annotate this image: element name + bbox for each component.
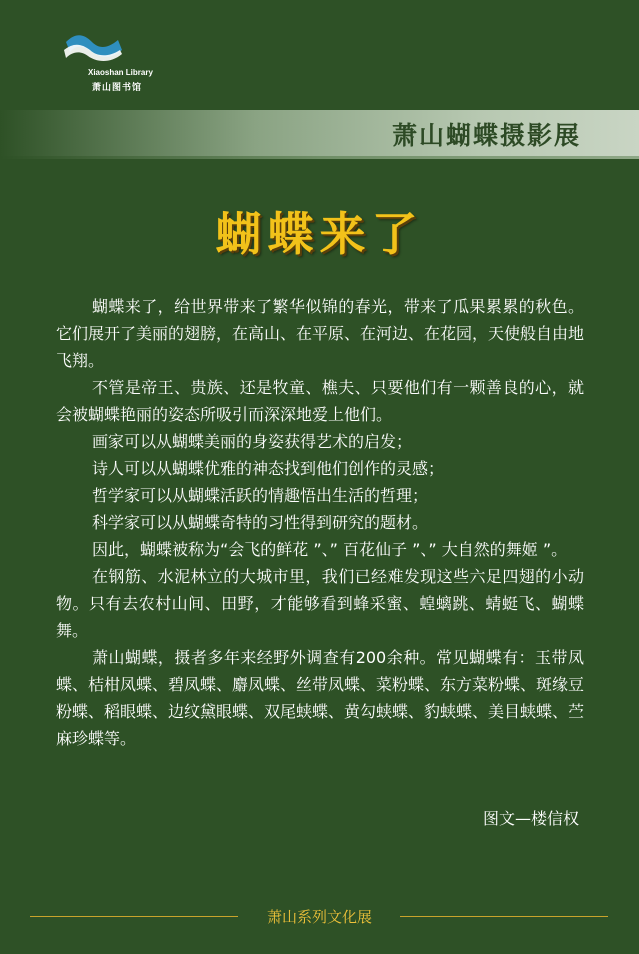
page-title: 蝴蝶来了 [215, 207, 424, 261]
paragraph: 萧山蝴蝶，摄者多年来经野外调查有200余种。常见蝴蝶有：玉带凤蝶、桔柑凤蝶、碧凤蝶、麝凤蝶、丝带凤蝶、菜粉蝶、东方菜粉蝶、斑缘豆粉蝶、稻眼蝶、边纹黛眼蝶、双尾蛱蝶、黄勾蛱蝶、豹蛱蝶、美目蛱蝶、苎麻珍蝶等。 [56, 648, 585, 748]
paragraph: 因此，蝴蝶被称为“会飞的鲜花 ”、” 百花仙子 ”、” 大自然的舞姬 ”。 [92, 540, 568, 559]
article-body [56, 293, 584, 752]
paragraph: 蝴蝶来了，给世界带来了繁华似锦的春光，带来了瓜果累累的秋色。它们展开了美丽的翅膀，在高山、在平原、在河边、在花园，天使般自由地飞翔。 [56, 297, 585, 370]
author-credit: 图文—楼信权 [482, 809, 579, 828]
paragraph: 在钢筋、水泥林立的大城市里，我们已经难发现这些六足四翅的小动物。只有去农村山间、田野，才能够看到蜂采蜜、蝗螭跳、蜻蜓飞、蝴蝶舞。 [56, 567, 584, 640]
book-wave-icon [62, 28, 132, 68]
paragraph: 科学家可以从蝴蝶奇特的习性得到研究的题材。 [92, 513, 429, 532]
banner-divider [0, 156, 639, 159]
paragraph: 不管是帝王、贵族、还是牧童、樵夫、只要他们有一颗善良的心，就会被蝴蝶艳丽的姿态所吸引而深深地爱上他们。 [56, 378, 584, 424]
logo-text-en: Xiaoshan Library [88, 68, 153, 77]
exhibition-title: 萧山蝴蝶摄影展 [391, 121, 581, 150]
paragraph: 画家可以从蝴蝶美丽的身姿获得艺术的启发； [92, 432, 413, 451]
logo-text-cn: 萧山图书馆 [92, 83, 143, 93]
footer-series-title: 萧山系列文化展 [266, 908, 372, 926]
library-logo [62, 28, 172, 98]
paragraph: 诗人可以从蝴蝶优雅的神态找到他们创作的灵感； [92, 459, 445, 478]
paragraph: 哲学家可以从蝴蝶活跃的情趣悟出生活的哲理； [92, 486, 429, 505]
